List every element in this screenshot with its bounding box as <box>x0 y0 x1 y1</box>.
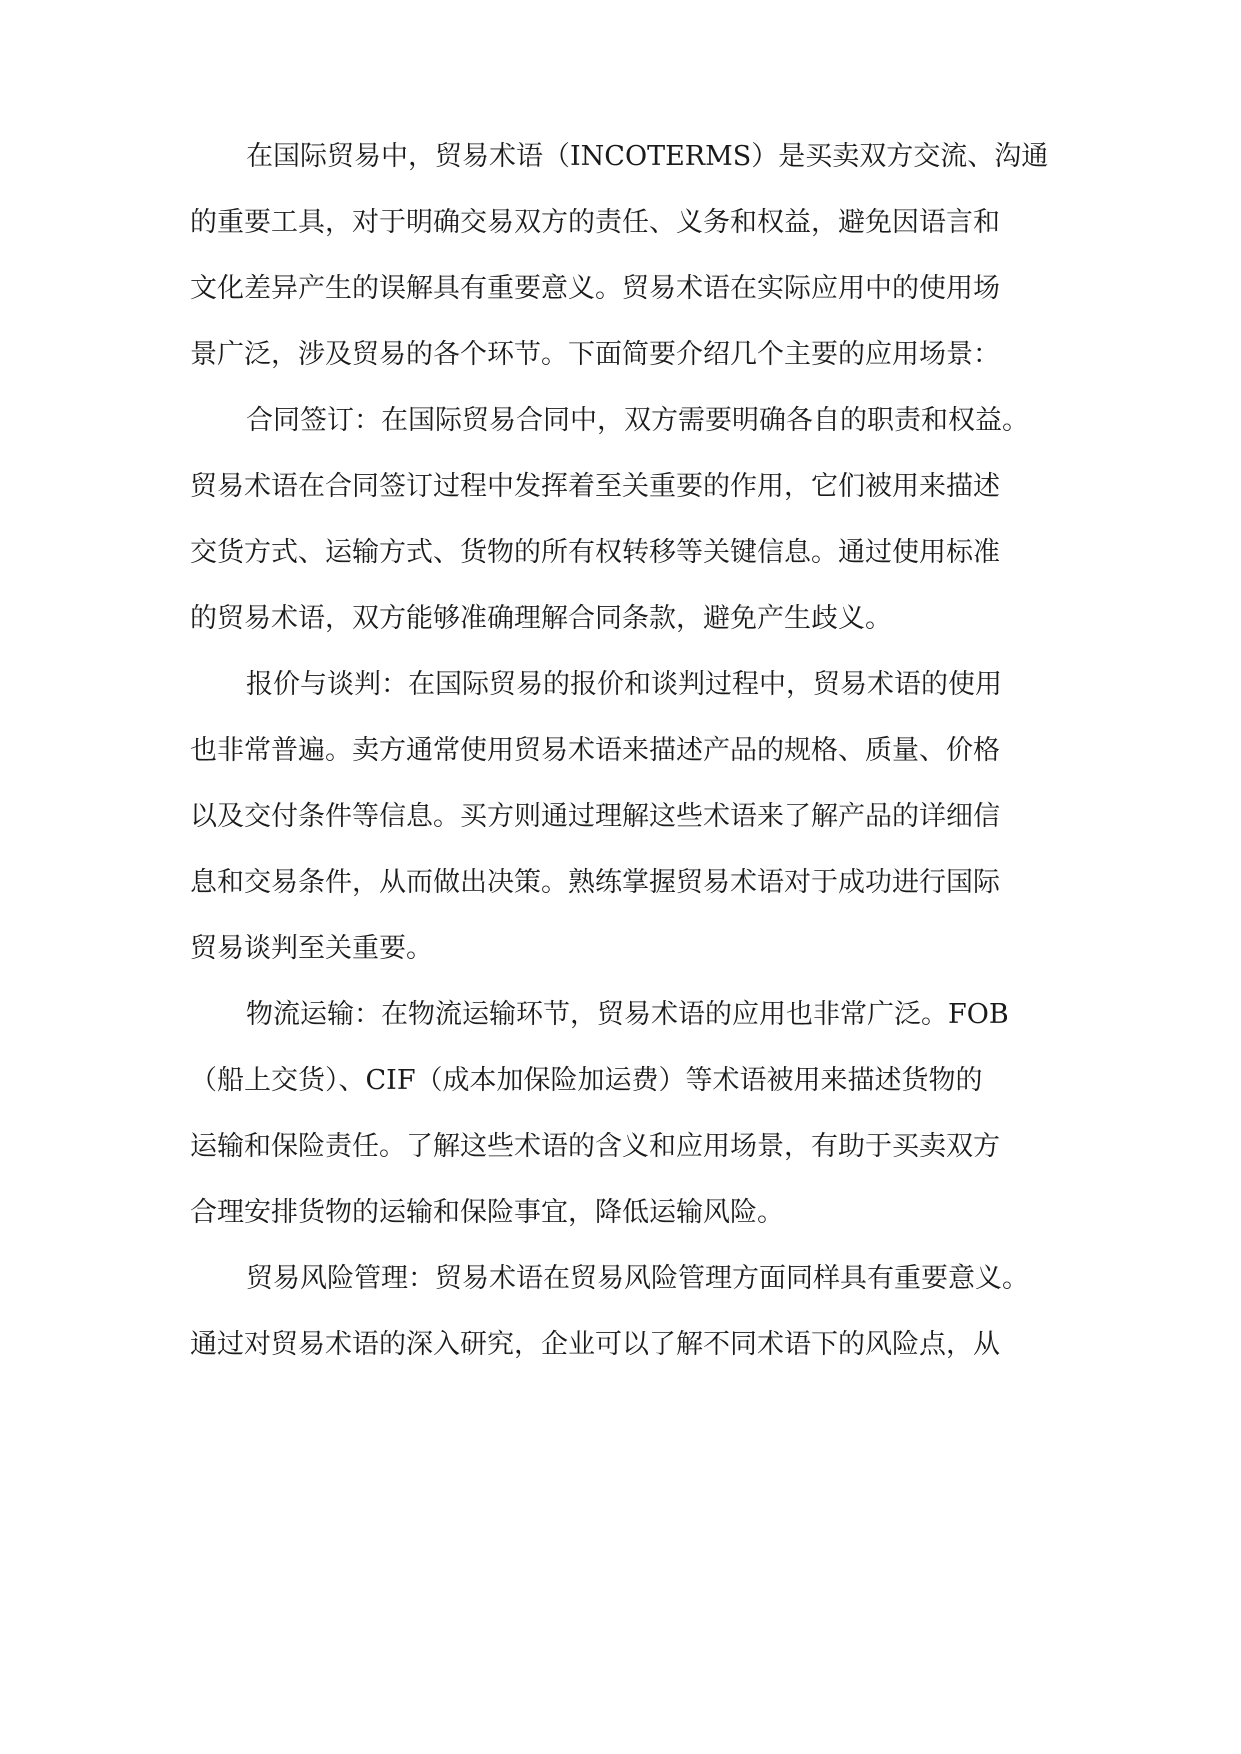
paragraph-contract-line-3: 交货方式、运输方式、货物的所有权转移等关键信息。通过使用标准 <box>190 537 1000 568</box>
paragraph-contract-line-2: 贸易术语在合同签订过程中发挥着至关重要的作用，它们被用来描述 <box>190 471 1000 502</box>
paragraph-intro-line-2: 的重要工具，对于明确交易双方的责任、义务和权益，避免因语言和 <box>190 207 1000 238</box>
paragraph-quote-line-2: 也非常普遍。卖方通常使用贸易术语来描述产品的规格、质量、价格 <box>190 735 1000 766</box>
paragraph-intro-line-4: 景广泛，涉及贸易的各个环节。下面简要介绍几个主要的应用场景： <box>190 339 1000 370</box>
paragraph-quote-line-3: 以及交付条件等信息。买方则通过理解这些术语来了解产品的详细信 <box>190 801 1000 832</box>
paragraph-risk-line-1: 贸易风险管理：贸易术语在贸易风险管理方面同样具有重要意义。 <box>246 1263 1029 1294</box>
paragraph-intro-line-3: 文化差异产生的误解具有重要意义。贸易术语在实际应用中的使用场 <box>190 273 1000 304</box>
paragraph-quote-line-4: 息和交易条件，从而做出决策。熟练掌握贸易术语对于成功进行国际 <box>190 867 1000 898</box>
paragraph-contract-line-1: 合同签订：在国际贸易合同中，双方需要明确各自的职责和权益。 <box>246 405 1029 436</box>
paragraph-logistics-line-1: 物流运输：在物流运输环节，贸易术语的应用也非常广泛。FOB <box>246 999 1009 1030</box>
paragraph-risk-line-2: 通过对贸易术语的深入研究，企业可以了解不同术语下的风险点，从 <box>190 1329 1000 1360</box>
paragraph-logistics-line-3: 运输和保险责任。了解这些术语的含义和应用场景，有助于买卖双方 <box>190 1131 1000 1162</box>
paragraph-contract-line-4: 的贸易术语，双方能够准确理解合同条款，避免产生歧义。 <box>190 603 892 634</box>
paragraph-quote-line-5: 贸易谈判至关重要。 <box>190 933 433 964</box>
paragraph-intro-line-1: 在国际贸易中，贸易术语（INCOTERMS）是买卖双方交流、沟通 <box>246 141 1049 172</box>
paragraph-logistics-line-2: （船上交货）、CIF（成本加保险加运费）等术语被用来描述货物的 <box>190 1065 983 1096</box>
paragraph-quote-line-1: 报价与谈判：在国际贸易的报价和谈判过程中，贸易术语的使用 <box>246 669 1002 700</box>
paragraph-logistics-line-4: 合理安排货物的运输和保险事宜，降低运输风险。 <box>190 1197 784 1228</box>
